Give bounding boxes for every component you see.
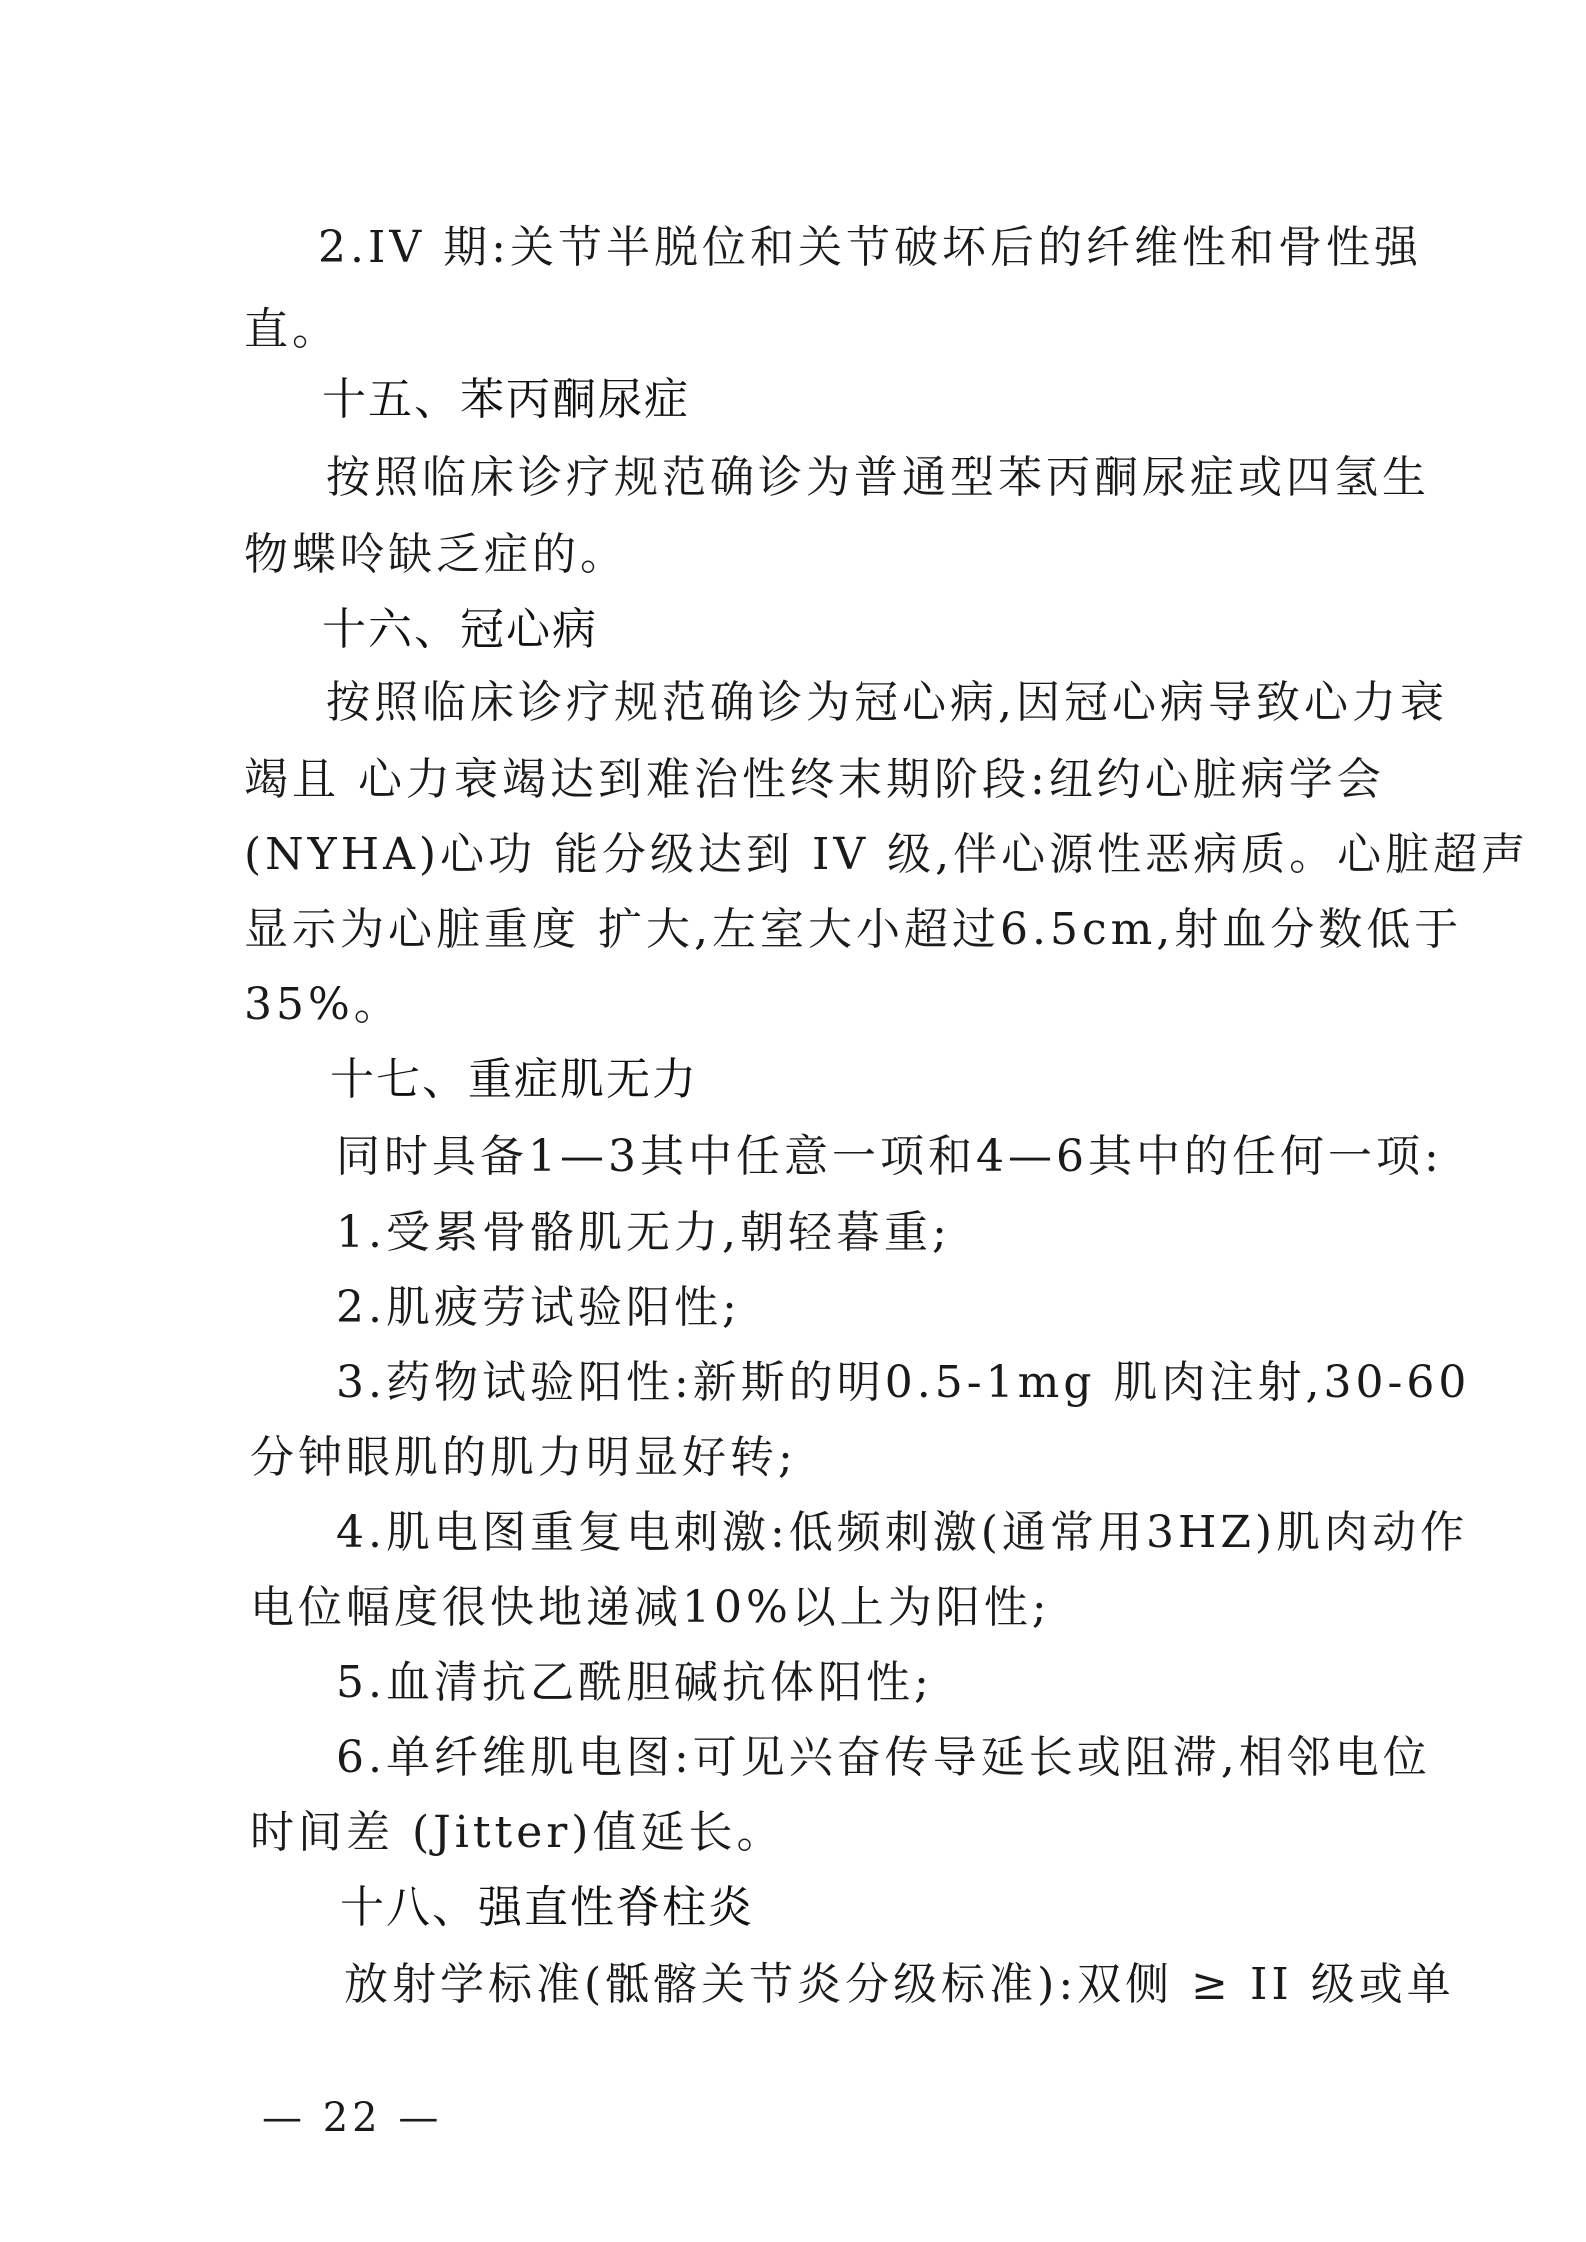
section-18-line-1: 放射学标准(骶髂关节炎分级标准):双侧 ≥ II 级或单 [344, 1959, 1455, 2010]
section-17-item-4-line-2: 电位幅度很快地递减10%以上为阳性; [250, 1582, 1051, 1633]
section-18-heading: 十八、强直性脊柱炎 [340, 1882, 754, 1933]
section-17-item-6-line-1: 6.单纤维肌电图:可见兴奋传导延长或阻滞,相邻电位 [336, 1732, 1431, 1783]
section-17-item-3-line-2: 分钟眼肌的肌力明显好转; [250, 1432, 797, 1483]
section-17-item-2: 2.肌疲劳试验阳性; [336, 1282, 741, 1333]
section-17-heading: 十七、重症肌无力 [330, 1054, 698, 1105]
section-16-line-3: (NYHA)心功 能分级达到 IV 级,伴心源性恶病质。心脏超声 [244, 829, 1530, 880]
section-14-line-2: 直。 [244, 304, 340, 355]
section-16-line-4: 显示为心脏重度 扩大,左室大小超过6.5cm,射血分数低于 [244, 904, 1463, 955]
section-16-line-1: 按照临床诊疗规范确诊为冠心病,因冠心病导致心力衰 [326, 677, 1448, 728]
section-15-line-2: 物蝶呤缺乏症的。 [244, 529, 628, 580]
page-number: — 22 — [262, 2095, 443, 2141]
section-17-item-1: 1.受累骨骼肌无力,朝轻暮重; [336, 1207, 951, 1258]
section-14-line-1: 2.IV 期:关节半脱位和关节破坏后的纤维性和骨性强 [318, 222, 1422, 273]
section-17-intro: 同时具备1—3其中任意一项和4—6其中的任何一项: [336, 1131, 1443, 1182]
section-16-line-2: 竭且 心力衰竭达到难治性终末期阶段:纽约心脏病学会 [244, 754, 1385, 805]
section-16-line-5: 35%。 [244, 979, 402, 1030]
section-17-item-3-line-1: 3.药物试验阳性:新斯的明0.5-1mg 肌肉注射,30-60 [336, 1357, 1471, 1408]
section-16-heading: 十六、冠心病 [322, 604, 598, 655]
section-17-item-4-line-1: 4.肌电图重复电刺激:低频刺激(通常用3HZ)肌肉动作 [336, 1507, 1469, 1558]
section-17-item-6-line-2: 时间差 (Jitter)值延长。 [250, 1807, 785, 1858]
section-15-line-1: 按照临床诊疗规范确诊为普通型苯丙酮尿症或四氢生 [326, 452, 1430, 503]
section-15-heading: 十五、苯丙酮尿症 [322, 374, 690, 425]
section-17-item-5: 5.血清抗乙酰胆碱抗体阳性; [336, 1657, 933, 1708]
